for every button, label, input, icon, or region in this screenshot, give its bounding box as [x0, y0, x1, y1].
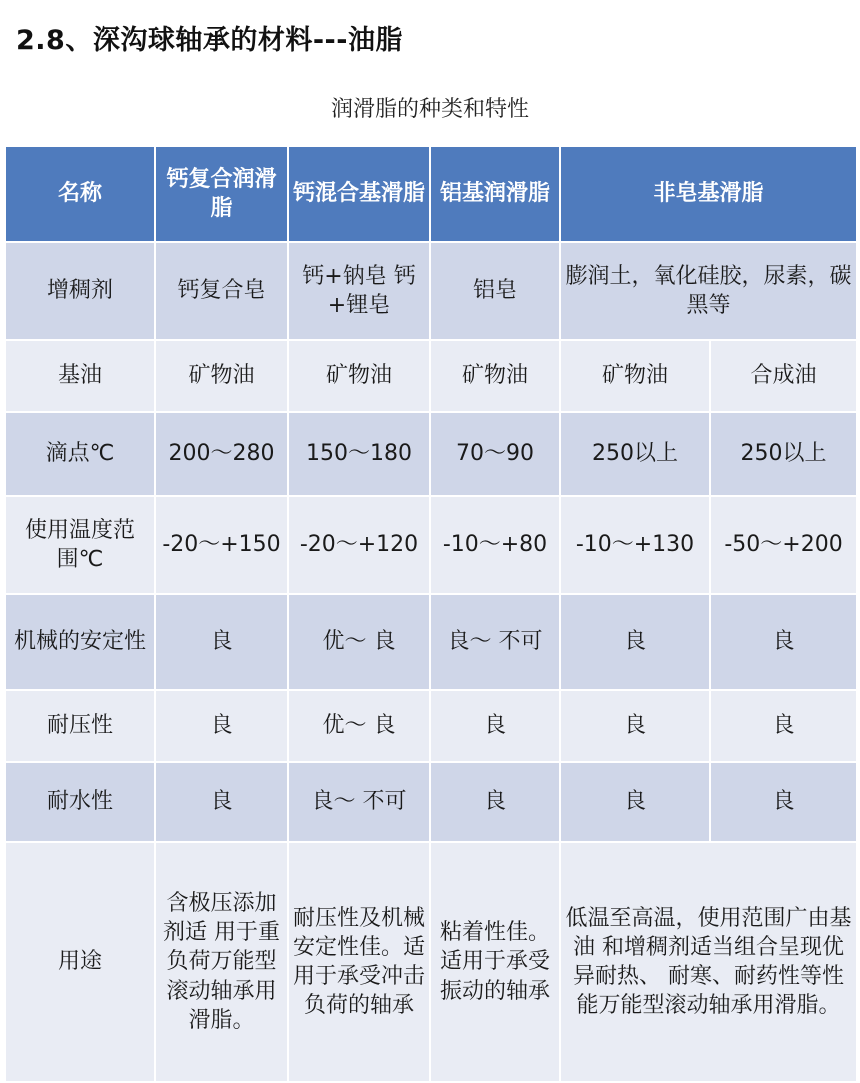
table-header-row	[5, 146, 857, 242]
row-label-water-resistance: 耐水性	[5, 762, 155, 842]
table-cell: 钙+钠皂 钙+锂皂	[288, 242, 430, 340]
table-cell: 良	[430, 690, 560, 762]
header-name: 名称	[5, 146, 155, 242]
table-cell: 良	[560, 762, 710, 842]
table-cell: 合成油	[710, 340, 857, 412]
table-cell: 200～280	[155, 412, 288, 496]
table-cell: 150～180	[288, 412, 430, 496]
table-cell: 矿物油	[288, 340, 430, 412]
table-row	[5, 594, 857, 690]
table-row	[5, 496, 857, 594]
table-cell: 粘着性佳。适用于承受 振动的轴承	[430, 842, 560, 1082]
table-cell: 良	[710, 762, 857, 842]
table-cell: 含极压添加剂适 用于重负荷万能型滚动轴承用滑脂。	[155, 842, 288, 1082]
table-cell: 良	[560, 594, 710, 690]
row-label-temp-range: 使用温度范围℃	[5, 496, 155, 594]
table-cell: 良～ 不可	[430, 594, 560, 690]
table-cell: 膨润土，氧化硅胶，尿素，碳黑等	[560, 242, 857, 340]
table-cell: -20～+150	[155, 496, 288, 594]
table-row	[5, 242, 857, 340]
table-cell: 良	[155, 594, 288, 690]
table-row	[5, 762, 857, 842]
table-cell: 250以上	[710, 412, 857, 496]
page-title: 2.8、深沟球轴承的材料---油脂	[16, 25, 403, 56]
table-cell: 矿物油	[560, 340, 710, 412]
table-cell: 矿物油	[155, 340, 288, 412]
table-cell: 良	[155, 690, 288, 762]
header-non-soap: 非皂基滑脂	[560, 146, 857, 242]
row-label-usage: 用途	[5, 842, 155, 1082]
table-cell: 耐压性及机械 安定性佳。适用于承受冲击负荷的轴承	[288, 842, 430, 1082]
row-label-base-oil: 基油	[5, 340, 155, 412]
table-row	[5, 842, 857, 1082]
table-cell: -50～+200	[710, 496, 857, 594]
row-label-mech-stability: 机械的安定性	[5, 594, 155, 690]
grease-properties-table	[4, 145, 858, 1083]
table-cell: 良	[430, 762, 560, 842]
table-cell: 矿物油	[430, 340, 560, 412]
table-cell: -10～+130	[560, 496, 710, 594]
table-cell: 良～ 不可	[288, 762, 430, 842]
table-cell: 良	[155, 762, 288, 842]
table-cell: 70～90	[430, 412, 560, 496]
table-row	[5, 412, 857, 496]
row-label-thickener: 增稠剂	[5, 242, 155, 340]
row-label-dropping-point: 滴点℃	[5, 412, 155, 496]
header-aluminum: 铝基润滑脂	[430, 146, 560, 242]
table-cell: -10～+80	[430, 496, 560, 594]
table-cell: 良	[710, 594, 857, 690]
table-cell: 钙复合皂	[155, 242, 288, 340]
table-cell: -20～+120	[288, 496, 430, 594]
table-caption: 润滑脂的种类和特性	[330, 97, 529, 122]
table-row	[5, 340, 857, 412]
table-cell: 铝皂	[430, 242, 560, 340]
table-cell: 良	[560, 690, 710, 762]
table-cell: 良	[710, 690, 857, 762]
table-cell: 低温至高温，使用范围广由基油 和增稠剂适当组合呈现优异耐热、 耐寒、耐药性等性能万能型滚动轴承用滑脂。	[560, 842, 857, 1082]
row-label-pressure-resistance: 耐压性	[5, 690, 155, 762]
header-calcium-mixed: 钙混合基滑脂	[288, 146, 430, 242]
header-calcium-complex: 钙复合润滑脂	[155, 146, 288, 242]
table-cell: 250以上	[560, 412, 710, 496]
table-row	[5, 690, 857, 762]
table-cell: 优～ 良	[288, 594, 430, 690]
table-cell: 优～ 良	[288, 690, 430, 762]
